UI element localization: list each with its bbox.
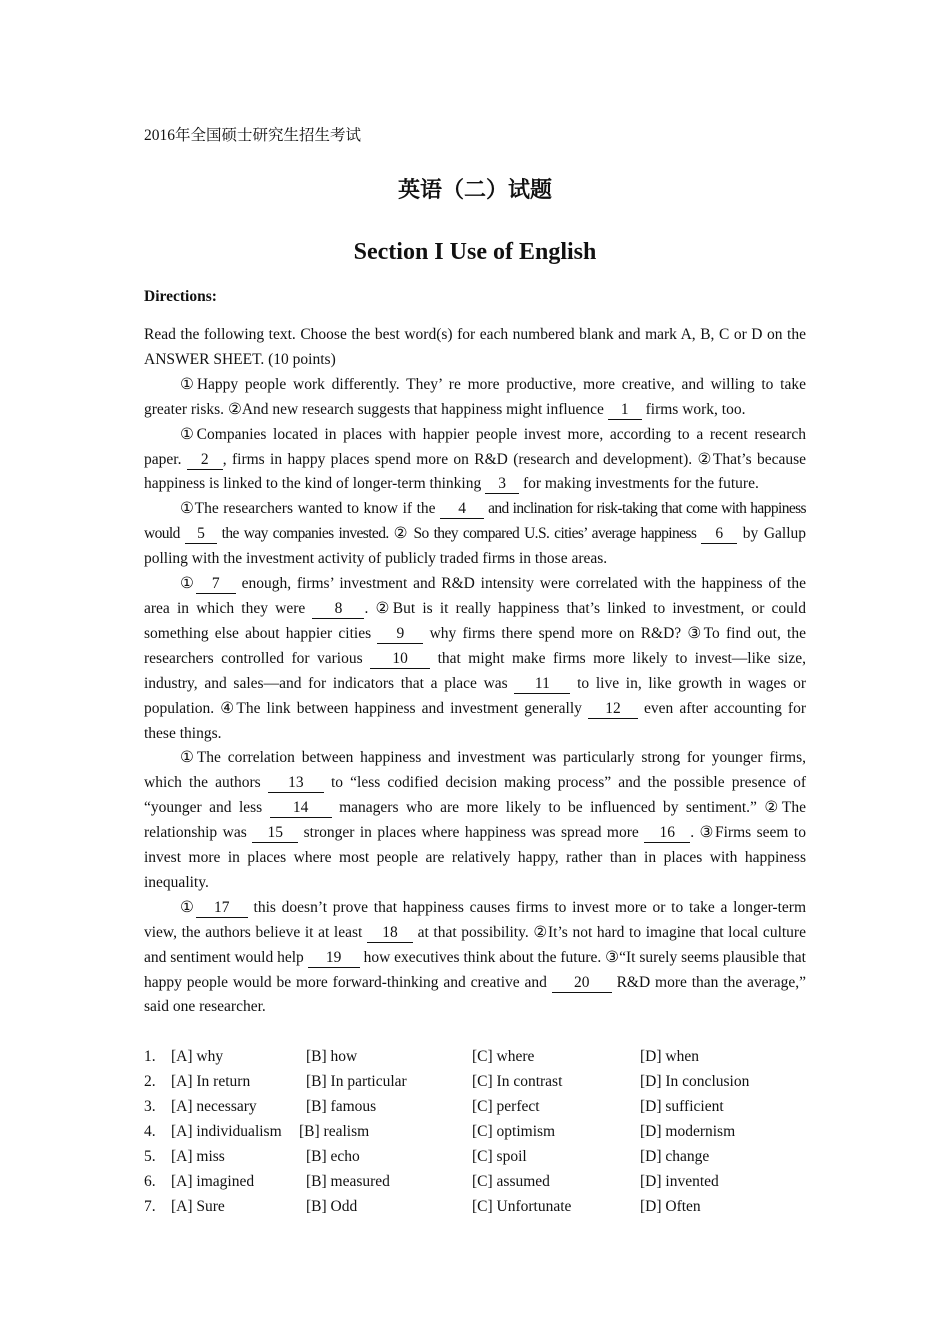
question-number: 1. xyxy=(144,1048,156,1066)
option-row xyxy=(144,1195,806,1220)
passage-text: But is it really happiness that’s linked to investment, or could something else about happier cities xyxy=(144,599,806,642)
passage-text: enough, firms’ investment and R&D intensity were correlated with the happiness of the area in which they were xyxy=(144,575,806,617)
passage-text: to live in, like growth in wages or population. xyxy=(144,674,806,717)
section-title: Section I Use of English xyxy=(353,239,597,265)
passage-text: The link between happiness and investment generally xyxy=(236,699,588,717)
exam-page xyxy=(144,124,806,1220)
sentence-marker: ③ xyxy=(605,948,620,966)
passage-text: Happy people work differently. They’ re more productive, more creative, and willing to take greater risks. xyxy=(144,375,806,418)
blank-18: 18 xyxy=(367,923,413,943)
passage-text: It’s not hard to imagine that local culture and sentiment would help xyxy=(144,923,806,966)
passage-paragraph-6 xyxy=(144,896,806,1021)
option-d: [D] sufficient xyxy=(640,1098,724,1116)
option-d: [D] modernism xyxy=(640,1123,736,1141)
sentence-marker: ① xyxy=(180,749,197,767)
directions-text: Read the following text. Choose the best word(s) for each numbered blank and mark A, B, C or D on the ANSWER SHEET. (10 points) xyxy=(144,326,806,368)
option-row xyxy=(144,1120,806,1145)
passage-text: that might make firms more likely to invest—like size, industry, and sales—and for indicators that a place was xyxy=(144,649,806,692)
option-a: [A] miss xyxy=(171,1147,225,1165)
sentence-marker: ① xyxy=(180,425,197,443)
option-d: [D] In conclusion xyxy=(640,1073,750,1091)
directions-label: Directions: xyxy=(144,288,217,305)
sentence-marker: ① xyxy=(180,898,196,916)
passage-text: even after accounting for these things. xyxy=(144,699,806,742)
question-number: 5. xyxy=(144,1147,156,1165)
option-b: [B] In particular xyxy=(306,1073,407,1091)
blank-17: 17 xyxy=(196,898,248,918)
blank-4: 4 xyxy=(440,499,484,519)
option-d: [D] invented xyxy=(640,1172,719,1190)
option-b: [B] how xyxy=(306,1048,358,1066)
paper-title: 英语（二）试题 xyxy=(397,178,552,203)
option-d: [D] when xyxy=(640,1048,699,1066)
option-row xyxy=(144,1095,806,1120)
option-a: [A] necessary xyxy=(171,1098,257,1116)
blank-13: 13 xyxy=(268,773,324,793)
option-c: [C] assumed xyxy=(472,1172,550,1190)
passage-text: R&D more than the average,” said one researcher. xyxy=(144,973,806,1016)
sentence-marker: ① xyxy=(180,500,195,518)
passage-text: stronger in places where happiness was spread more xyxy=(298,824,645,842)
option-c: [C] perfect xyxy=(472,1098,540,1116)
option-row xyxy=(144,1145,806,1170)
passage-text: To find out, the researchers controlled for various xyxy=(144,624,806,667)
passage-text: That’s because happiness is linked to the kind of longer-term thinking xyxy=(144,450,806,493)
question-number: 3. xyxy=(144,1098,156,1116)
passage-text: to “less codified decision making process” and the possible presence of “younger and less xyxy=(144,774,806,817)
option-c: [C] spoil xyxy=(472,1147,527,1165)
passage-paragraph-4 xyxy=(144,572,806,746)
question-number: 6. xyxy=(144,1172,156,1190)
passage-text: . xyxy=(364,599,376,617)
passage-text: managers who are more likely to be influenced by sentiment.” xyxy=(331,799,765,817)
option-a: [A] Sure xyxy=(171,1197,225,1215)
blank-12: 12 xyxy=(588,699,638,719)
option-c: [C] Unfortunate xyxy=(472,1197,572,1215)
sentence-marker: ② xyxy=(393,525,409,543)
sentence-marker: ② xyxy=(764,799,782,817)
sentence-marker: ① xyxy=(180,375,197,393)
option-b: [B] realism xyxy=(299,1123,370,1141)
blank-9: 9 xyxy=(377,624,423,644)
blank-15: 15 xyxy=(252,823,298,843)
passage-text: firms work, too. xyxy=(641,400,746,418)
passage-text: , firms in happy places spend more on R&D (research and development). xyxy=(222,450,698,468)
passage-text: The correlation between happiness and investment was particularly strong for younger firms, which the authors xyxy=(144,749,806,792)
option-a: [A] In return xyxy=(171,1073,251,1091)
passage-text: and inclination for risk-taking that come with happiness would xyxy=(144,500,806,543)
sentence-marker: ④ xyxy=(220,699,237,717)
passage-text: how executives think about the future. xyxy=(359,948,606,966)
sentence-marker: ① xyxy=(180,575,196,593)
sentence-marker: ③ xyxy=(687,624,704,642)
passage-paragraph-1 xyxy=(144,373,806,423)
passage-text: Companies located in places with happier people invest more, according to a recent research paper. xyxy=(144,425,806,468)
passage-text: “It surely seems plausible that happy people would be more forward-thinking and creative and xyxy=(144,948,806,991)
passage-text: So they compared U.S. cities’ average happiness xyxy=(408,525,702,543)
option-c: [C] In contrast xyxy=(472,1073,563,1091)
option-a: [A] imagined xyxy=(171,1172,255,1190)
question-number: 2. xyxy=(144,1073,156,1091)
blank-5: 5 xyxy=(185,524,217,544)
blank-3: 3 xyxy=(485,474,519,494)
blank-11: 11 xyxy=(514,674,570,694)
passage-paragraph-5 xyxy=(144,746,806,895)
passage-text: by Gallup polling with the investment activity of publicly traded firms in those areas. xyxy=(144,525,807,568)
option-d: [D] Often xyxy=(640,1197,701,1215)
option-row xyxy=(144,1170,806,1195)
option-a: [A] why xyxy=(171,1048,224,1066)
blank-8: 8 xyxy=(312,599,364,619)
option-c: [C] optimism xyxy=(472,1123,556,1141)
option-a: [A] individualism xyxy=(171,1123,282,1141)
blank-10: 10 xyxy=(370,649,430,669)
option-d: [D] change xyxy=(640,1147,710,1165)
passage-text: The researchers wanted to know if the xyxy=(194,500,441,518)
blank-19: 19 xyxy=(308,948,360,968)
option-row xyxy=(144,1045,806,1070)
blank-6: 6 xyxy=(701,524,737,544)
exam-header: 2016年全国硕士研究生招生考试 xyxy=(144,127,362,144)
passage-text: for making investments for the future. xyxy=(519,475,759,493)
option-b: [B] echo xyxy=(306,1147,360,1165)
blank-1: 1 xyxy=(608,400,642,420)
option-row xyxy=(144,1070,806,1095)
passage-text: why firms there spend more on R&D? xyxy=(423,624,688,642)
passage-paragraph-2 xyxy=(144,423,806,498)
passage-text: . xyxy=(690,824,700,842)
passage-text: the way companies invested. xyxy=(216,525,394,543)
question-number: 7. xyxy=(144,1197,156,1215)
sentence-marker: ③ xyxy=(699,824,715,842)
option-b: [B] Odd xyxy=(306,1197,358,1215)
option-b: [B] measured xyxy=(306,1172,390,1190)
question-number: 4. xyxy=(144,1123,156,1141)
passage-text: at that possibility. xyxy=(412,923,534,941)
sentence-marker: ② xyxy=(227,400,242,418)
blank-2: 2 xyxy=(187,450,223,470)
answer-options xyxy=(144,1045,806,1219)
blank-14: 14 xyxy=(270,798,332,818)
passage-text: The relationship was xyxy=(144,799,806,842)
passage-text: this doesn’t prove that happiness causes firms to invest more or to take a longer-term view, the authors believe it at least xyxy=(144,898,806,941)
sentence-marker: ② xyxy=(697,450,713,468)
blank-16: 16 xyxy=(644,823,690,843)
passage-paragraph-3 xyxy=(144,497,806,572)
passage-text: Firms seem to invest more in places where most people are relatively happy, rather than in places with happiness inequality. xyxy=(144,824,806,891)
blank-7: 7 xyxy=(196,574,236,594)
option-b: [B] famous xyxy=(306,1098,377,1116)
passage-text: And new research suggests that happiness might influence xyxy=(241,400,608,418)
sentence-marker: ② xyxy=(533,923,549,941)
option-c: [C] where xyxy=(472,1048,535,1066)
blank-20: 20 xyxy=(552,973,612,993)
sentence-marker: ② xyxy=(375,599,393,617)
